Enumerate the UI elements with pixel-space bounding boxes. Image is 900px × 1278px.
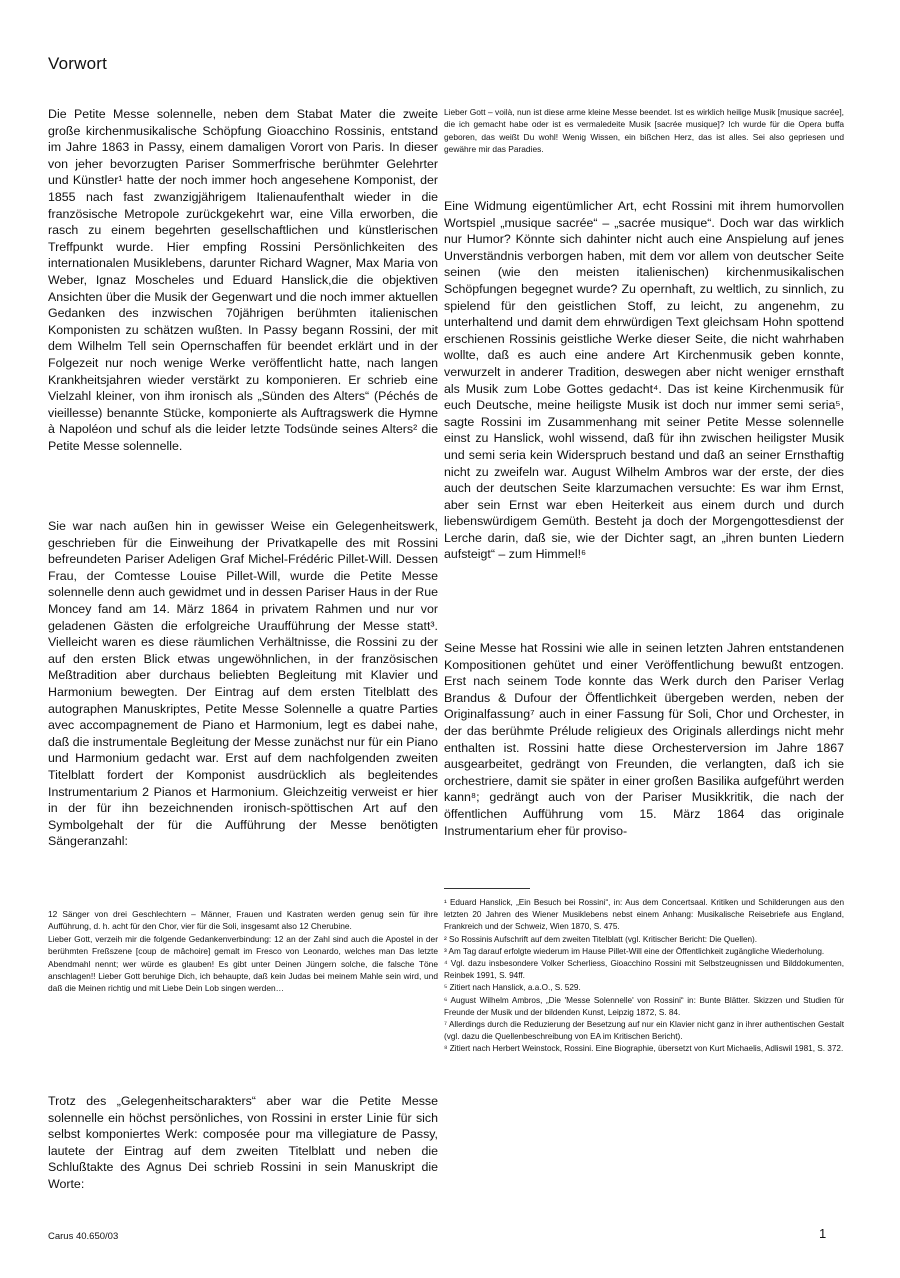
footnotes [444,888,844,1056]
paragraph: Sie war nach außen hin in gewisser Weise ein Gelegenheitswerk, geschrieben für die Einweihung der Privatkapelle des mit Rossini befreundeten Pariser Adeligen Graf Michel-Frédéric Pillet-Will. Dessen Frau, der Comtesse Louise Pillet-Will, wurde die Petite Messe solennelle denn auch gewidmet und in dessen Pariser Haus in der Rue Moncey fand am 14. März 1864 in privatem Rahmen und nur vor geladenen Gästen die erfolgreiche Uraufführung der Messe statt³. Vielleicht waren es diese räumlichen Verhältnisse, die Rossini zu der auf den ersten Blick etwas ungewöhnlichen, in der französischen Meßtradition aber durchaus beliebten Begleitung mit Klavier und Harmonium bewegten. Der Eintrag auf dem ersten Titelblatt des autographen Manuskriptes, Petite Messe Solennelle a quatre Parties avec accompagnement de Piano et Harmonium, legt es dabei nahe, daß die instrumentale Begleitung der Messe zunächst nur für ein Piano und Harmonium gedacht war. Erst auf dem nachfolgenden zweiten Titelblatt fordert der Komponist ausdrücklich als begleitendes Instrumentarium 2 Pianos et Harmonium. Gleichzeitig verweist er hier in der für ihn bezeichnenden ironisch-spöttischen Art auf den Symbolgehalt der für die Aufführung der Messe benötigten Sängeranzahl: [48,519,438,849]
quote-text: Lieber Gott, verzeih mir die folgende Gedankenverbindung: 12 an der Zahl sind auch die Apostel in der berühmten Freßszene [coup de mâchoire] gemalt im Fresco von Leonardo, welches man Das letzte Abendmahl nennt; wer würde es glauben! Es gibt unter Deinen Jüngern solche, die falsche Töne anschlagen!! Lieber Gott beruhige Dich, ich behaupte, daß kein Judas bei meinem Mahle sein wird, und daß die Meinen richtig und mit Liebe Dein Lob singen werden… [48,933,438,994]
quote-text: 12 Sänger von drei Geschlechtern – Männer, Frauen und Kastraten werden genug sein für ihre Aufführung, d. h. acht für den Chor, vier für die Soli, insgesamt also 12 Cherubine. [48,909,438,932]
footnote-divider [444,888,530,889]
footnote: ⁶ August Wilhelm Ambros, „Die 'Messe Solennelle' von Rossini“ in: Bunte Blätter. Skizzen und Studien für Freunde der Musik und der bildenden Kunst, Leipzig 1872, S. 84. [444,995,844,1017]
footnote: ² So Rossinis Aufschrift auf dem zweiten Titelblatt (vgl. Kritischer Bericht: Die Quellen). [444,934,758,944]
footnote: ¹ Eduard Hanslick, „Ein Besuch bei Rossini“, in: Aus dem Concertsaal. Kritiken und Schilderungen aus den letzten 20 Jahren des Wiener Musiklebens nebst einem Anhang: Musikalische Reisebriefe aus England, Frankreich und der Schweiz, Wien 1870, S. 475. [444,898,844,932]
rossini-quote-singers [48,908,438,995]
paragraph: Die Petite Messe solennelle, neben dem Stabat Mater die zweite große kirchenmusikalische Schöpfung Gioacchino Rossinis, entstand im Jahre 1863 in Passy, einem damaligen Vorort von Paris. In dieser von jeher bevorzugten Pariser Sommerfrische berühmter Gelehrter und Künstler¹ hatte der noch immer hoch angesehene Komponist, der 1855 nach fast zwanzigjährigem Italienaufenthalt wieder in die französische Metropole zurückgekehrt war, eine Villa erworben, die rasch zu einem begehrten gesellschaftlichen und künstlerischen Treffpunkt wurde. Hier empfing Rossini Persönlichkeiten des internationalen Musiklebens, darunter Richard Wagner, Max Maria von Weber, Ignaz Moscheles und Eduard Hanslick,die die objektiven Ansichten über die Musik der Gegenwart und die noch immer aktuellen Gedanken des inzwischen 70jährigen berühmten italienischen Komponisten zu schätzen wußten. In Passy begann Rossini, der mit dem Wilhelm Tell sein Opernschaffen für beendet erklärt und in der Folgezeit nur noch wenige Werke veröffentlicht hatte, nach langen Krankheitsjahren wieder verstärkt zu komponieren. Er schrieb eine Vielzahl kleiner, von ihm ironisch als „Sünden des Alters“ (Péchés de vieillesse) benannte Stücke, komponierte als Auftragswerk die Hymne à Napoléon und schuf als die leider letzte Todsünde seines Alters² die Petite Messe solennelle. [48,107,438,453]
intro-paragraph-2 [48,518,438,850]
intro-paragraph-5 [444,640,844,839]
footnote: ³ Am Tag darauf erfolgte wiederum im Hause Pillet-Will eine der Öffentlichkeit zugängliche Wiederholung. [444,946,825,956]
paragraph: Eine Widmung eigentümlicher Art, echt Rossini mit ihrem humorvollen Wortspiel „musique sacrée“ – „sacrée musique“. Doch war das wirklich nur Humor? Könnte sich dahinter nicht auch eine Anspielung auf jenes Unverständnis verborgen haben, mit dem vor allem von deutscher Seite seinen (wie den meisten italienischen) kirchenmusikalischen Schöpfungen begegnet wurde? Zu opernhaft, zu weltlich, zu sinnlich, zu spielend für den geistlichen Stoff, zu leicht, zu angenehm, zu unterhaltend und damit dem ehrwürdigen Text gleichsam Hohn spottend erschienen Rossinis geistliche Werke dieser Seite, die nicht wahrhaben wollte, daß es auch eine andere Art Kirchenmusik geben konnte, verwurzelt in anderer Tradition, deswegen aber nicht weniger ernsthaft als Musik zum Lobe Gottes gedacht⁴. Das ist keine Kirchenmusik für euch Deutsche, meine heiligste Musik ist doch nur immer semi seria⁵, sagte Rossini im Zusammenhang mit seiner Petite Messe solennelle einst zu Hanslick, wohl wissend, daß für ihn zwischen heiligster Musik und semi seria kein Widerspruch bestand und daß an seiner Ernsthaftig nicht zu zweifeln war. August Wilhelm Ambros war der erste, der dies auch der deutschen Seite klarzumachen versuchte: Es war ihm Ernst, aber sein Ernst war eben Heiterkeit aus einem durch und durch liebenswürdigem Gemüth. Besteht ja doch der Morgengottesdienst der Lerche darin, daß sie, wie der Dichter sagt, an „ihren bunten Liedern aufsteigt“ – zum Himmel!⁶ [444,199,844,562]
paragraph: Seine Messe hat Rossini wie alle in seinen letzten Jahren entstandenen Kompositionen gehütet und einer Veröffentlichung bewußt entzogen. Erst nach seinem Tode konnte das Werk durch den Pariser Verlag Brandus & Dufour der Öffentlichkeit übergeben werden, neben der Originalfassung⁷ auch in einer Fassung für Soli, Chor und Orchester, in der das berühmte Prélude religieux des Originals allerdings nicht mehr enthalten ist. Rossini hatte diese Orchesterversion im Jahre 1867 ausgearbeitet, gedrängt von Freunden, die verlangten, daß ich sie orchestriere, damit sie später in einer großen Basilika aufgeführt werden kann⁸; gedrängt auch von der Pariser Musikkritik, die nach der öffentlichen Aufführung vom 15. März 1864 das originale Instrumentarium eher für proviso- [444,641,844,838]
page-title: Vorwort [48,54,108,73]
paragraph: Trotz des „Gelegenheitscharakters“ aber war die Petite Messe solennelle ein höchst persönliches, von Rossini in erster Linie für sich selbst komponiertes Werk: composée pour ma villegiature de Passy, lautete der Eintrag auf dem zweiten Titelblatt und neben die Schlußtakte des Agnus Dei schrieb Rossini in sein Manuskript die Worte: [48,1094,438,1191]
intro-paragraph-1 [48,106,438,454]
intro-paragraph-4 [444,198,844,563]
intro-paragraph-3 [48,1093,438,1193]
footnote: ⁴ Vgl. dazu insbesondere Volker Scherliess, Gioacchino Rossini mit Selbstzeugnissen und Bilddokumenten, Reinbek 1991, S. 94ff. [444,959,844,981]
footnote: ⁸ Zitiert nach Herbert Weinstock, Rossini. Eine Biographie, übersetzt von Kurt Michaelis, Adliswil 1981, S. 372. [444,1044,844,1054]
page-number: 1 [819,1226,827,1241]
catalog-number: Carus 40.650/03 [48,1231,119,1242]
quote-text: Lieber Gott – voilà, nun ist diese arme kleine Messe beendet. Ist es wirklich heilige Musik [musique sacrée], die ich gemacht habe oder ist es vermaledeite Musik [sacrée musique]? Ich wurde für die Opera buffa geboren, das weißt Du wohl! Wenig Wissen, ein bißchen Herz, das ist alles. Sei also gepriesen und gewähre mir das Paradies. [444,107,844,155]
footnote: ⁷ Allerdings durch die Reduzierung der Besetzung auf nur ein Klavier nicht ganz in ihrer authentischen Gestalt (vgl. dazu die Quellenbeschreibung von EA im Kritischen Bericht). [444,1020,844,1042]
footnote: ⁵ Zitiert nach Hanslick, a.a.O., S. 529. [444,983,581,993]
rossini-quote-agnus-dei [444,106,844,156]
